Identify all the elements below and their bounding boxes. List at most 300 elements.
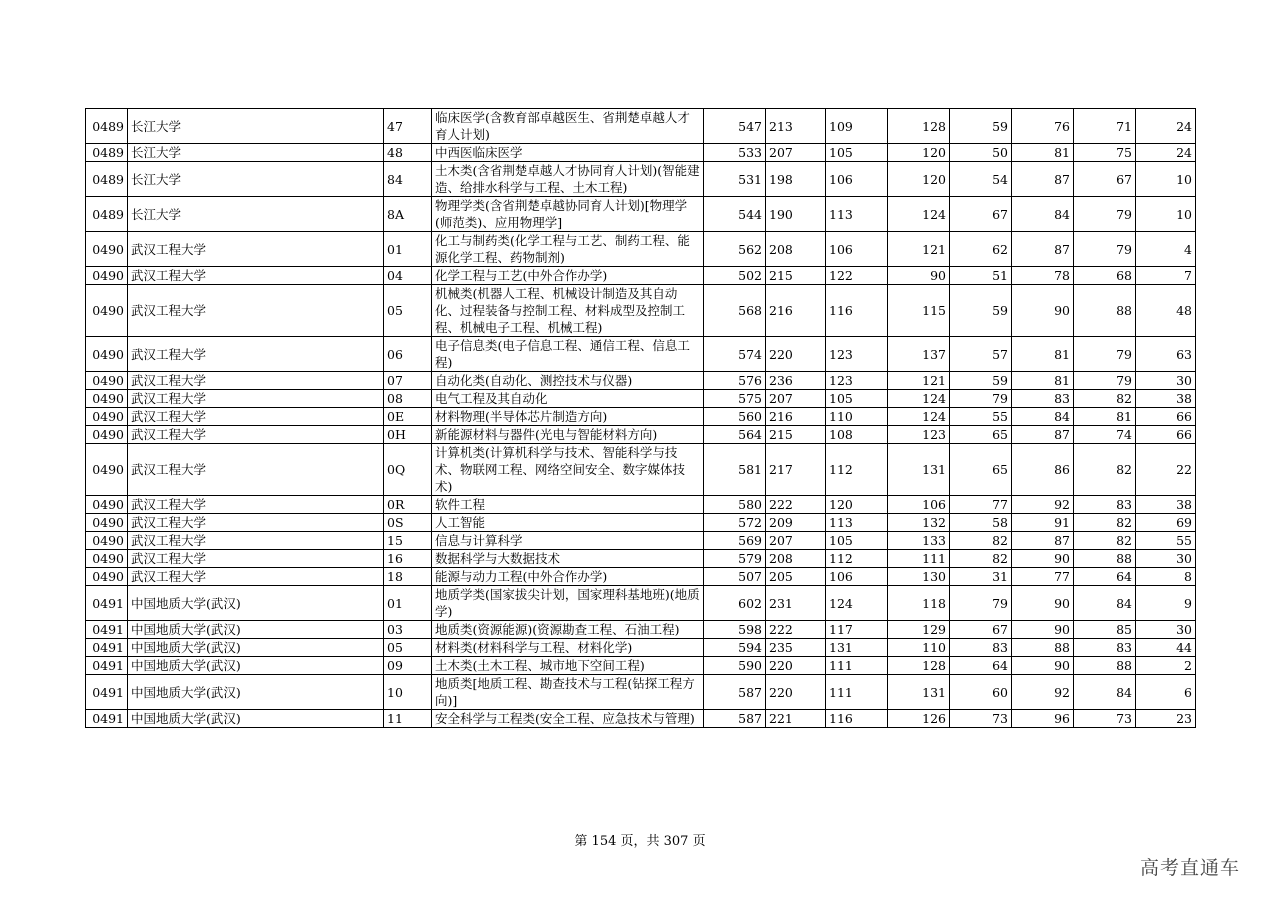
cell-score-c: 90: [888, 267, 950, 285]
cell-score-b: 112: [826, 550, 888, 568]
cell-score-f: 73: [1074, 710, 1136, 728]
cell-score-b: 131: [826, 639, 888, 657]
cell-score-b: 116: [826, 710, 888, 728]
cell-total-score: 547: [704, 109, 766, 144]
cell-score-f: 68: [1074, 267, 1136, 285]
cell-score-d: 67: [950, 197, 1012, 232]
cell-total-score: 579: [704, 550, 766, 568]
cell-score-g: 38: [1136, 390, 1196, 408]
cell-score-c: 137: [888, 337, 950, 372]
cell-group-code: 8A: [384, 197, 432, 232]
cell-score-c: 121: [888, 232, 950, 267]
cell-score-f: 85: [1074, 621, 1136, 639]
cell-school-name: 武汉工程大学: [128, 550, 384, 568]
cell-score-b: 113: [826, 514, 888, 532]
cell-major-name: 化工与制药类(化学工程与工艺、制药工程、能源化学工程、药物制剂): [432, 232, 704, 267]
cell-score-a: 231: [766, 586, 826, 621]
cell-group-code: 11: [384, 710, 432, 728]
cell-school-name: 武汉工程大学: [128, 408, 384, 426]
table-body: [86, 109, 1196, 728]
cell-score-a: 190: [766, 197, 826, 232]
cell-major-name: 软件工程: [432, 496, 704, 514]
cell-score-d: 67: [950, 621, 1012, 639]
cell-score-d: 51: [950, 267, 1012, 285]
cell-score-c: 130: [888, 568, 950, 586]
cell-total-score: 598: [704, 621, 766, 639]
cell-score-c: 110: [888, 639, 950, 657]
cell-group-code: 06: [384, 337, 432, 372]
cell-score-c: 123: [888, 426, 950, 444]
cell-score-b: 105: [826, 532, 888, 550]
cell-total-score: 562: [704, 232, 766, 267]
cell-score-f: 71: [1074, 109, 1136, 144]
table-row: [86, 657, 1196, 675]
cell-score-b: 108: [826, 426, 888, 444]
cell-score-c: 124: [888, 408, 950, 426]
cell-group-code: 07: [384, 372, 432, 390]
cell-score-a: 209: [766, 514, 826, 532]
cell-score-d: 64: [950, 657, 1012, 675]
cell-score-c: 124: [888, 197, 950, 232]
cell-school-name: 中国地质大学(武汉): [128, 621, 384, 639]
cell-score-e: 86: [1012, 444, 1074, 496]
cell-total-score: 564: [704, 426, 766, 444]
cell-total-score: 580: [704, 496, 766, 514]
cell-score-c: 120: [888, 144, 950, 162]
cell-total-score: 587: [704, 675, 766, 710]
cell-score-g: 55: [1136, 532, 1196, 550]
cell-school-name: 长江大学: [128, 109, 384, 144]
cell-school-code: 0490: [86, 372, 128, 390]
cell-score-e: 87: [1012, 232, 1074, 267]
cell-score-g: 30: [1136, 621, 1196, 639]
cell-group-code: 08: [384, 390, 432, 408]
cell-score-g: 24: [1136, 144, 1196, 162]
cell-score-b: 122: [826, 267, 888, 285]
cell-score-g: 63: [1136, 337, 1196, 372]
cell-major-name: 土木类(土木工程、城市地下空间工程): [432, 657, 704, 675]
cell-major-name: 化学工程与工艺(中外合作办学): [432, 267, 704, 285]
cell-school-code: 0490: [86, 408, 128, 426]
cell-total-score: 531: [704, 162, 766, 197]
cell-score-g: 69: [1136, 514, 1196, 532]
cell-score-e: 81: [1012, 337, 1074, 372]
cell-score-f: 84: [1074, 675, 1136, 710]
cell-score-g: 9: [1136, 586, 1196, 621]
cell-score-d: 62: [950, 232, 1012, 267]
cell-major-name: 地质类(资源能源)(资源勘查工程、石油工程): [432, 621, 704, 639]
cell-score-a: 222: [766, 621, 826, 639]
cell-score-e: 77: [1012, 568, 1074, 586]
cell-group-code: 05: [384, 639, 432, 657]
cell-score-e: 90: [1012, 550, 1074, 568]
cell-score-e: 87: [1012, 426, 1074, 444]
cell-total-score: 560: [704, 408, 766, 426]
table-row: [86, 408, 1196, 426]
cell-score-e: 87: [1012, 532, 1074, 550]
cell-total-score: 590: [704, 657, 766, 675]
cell-school-name: 武汉工程大学: [128, 372, 384, 390]
cell-score-f: 75: [1074, 144, 1136, 162]
cell-score-f: 79: [1074, 337, 1136, 372]
cell-score-f: 83: [1074, 639, 1136, 657]
cell-score-a: 213: [766, 109, 826, 144]
cell-school-code: 0491: [86, 639, 128, 657]
cell-total-score: 581: [704, 444, 766, 496]
cell-school-name: 武汉工程大学: [128, 532, 384, 550]
cell-score-c: 128: [888, 109, 950, 144]
cell-major-name: 信息与计算科学: [432, 532, 704, 550]
cell-major-name: 新能源材料与器件(光电与智能材料方向): [432, 426, 704, 444]
cell-school-name: 武汉工程大学: [128, 568, 384, 586]
cell-score-d: 60: [950, 675, 1012, 710]
cell-score-a: 208: [766, 232, 826, 267]
cell-school-name: 武汉工程大学: [128, 232, 384, 267]
table-row: [86, 568, 1196, 586]
cell-major-name: 人工智能: [432, 514, 704, 532]
cell-school-name: 中国地质大学(武汉): [128, 710, 384, 728]
cell-score-a: 221: [766, 710, 826, 728]
table-row: [86, 426, 1196, 444]
cell-score-c: 131: [888, 675, 950, 710]
cell-school-name: 中国地质大学(武汉): [128, 675, 384, 710]
watermark-text: 高考直通车: [1140, 857, 1241, 879]
cell-score-g: 7: [1136, 267, 1196, 285]
cell-group-code: 0Q: [384, 444, 432, 496]
cell-score-a: 220: [766, 337, 826, 372]
cell-score-g: 2: [1136, 657, 1196, 675]
cell-score-e: 87: [1012, 162, 1074, 197]
cell-school-name: 长江大学: [128, 144, 384, 162]
cell-score-a: 217: [766, 444, 826, 496]
cell-score-g: 6: [1136, 675, 1196, 710]
cell-total-score: 576: [704, 372, 766, 390]
cell-score-g: 24: [1136, 109, 1196, 144]
cell-score-e: 83: [1012, 390, 1074, 408]
cell-school-code: 0489: [86, 109, 128, 144]
table-row: [86, 444, 1196, 496]
table-row: [86, 232, 1196, 267]
cell-score-e: 92: [1012, 675, 1074, 710]
cell-score-c: 133: [888, 532, 950, 550]
cell-score-b: 105: [826, 144, 888, 162]
cell-school-code: 0490: [86, 568, 128, 586]
table-row: [86, 197, 1196, 232]
cell-group-code: 48: [384, 144, 432, 162]
cell-score-b: 117: [826, 621, 888, 639]
cell-score-d: 50: [950, 144, 1012, 162]
cell-major-name: 地质类[地质工程、勘查技术与工程(钻探工程方向)]: [432, 675, 704, 710]
cell-score-c: 128: [888, 657, 950, 675]
admission-score-table: [85, 108, 1196, 728]
cell-score-b: 111: [826, 657, 888, 675]
cell-score-e: 90: [1012, 657, 1074, 675]
cell-score-a: 235: [766, 639, 826, 657]
cell-score-f: 84: [1074, 586, 1136, 621]
cell-score-e: 84: [1012, 408, 1074, 426]
cell-score-g: 22: [1136, 444, 1196, 496]
cell-score-c: 126: [888, 710, 950, 728]
cell-score-d: 77: [950, 496, 1012, 514]
cell-score-d: 79: [950, 390, 1012, 408]
cell-score-c: 121: [888, 372, 950, 390]
cell-score-d: 58: [950, 514, 1012, 532]
cell-score-f: 88: [1074, 657, 1136, 675]
cell-score-f: 81: [1074, 408, 1136, 426]
cell-school-code: 0491: [86, 675, 128, 710]
cell-score-c: 132: [888, 514, 950, 532]
cell-score-a: 207: [766, 532, 826, 550]
cell-school-code: 0490: [86, 514, 128, 532]
cell-score-e: 76: [1012, 109, 1074, 144]
cell-score-b: 105: [826, 390, 888, 408]
cell-total-score: 568: [704, 285, 766, 337]
table-row: [86, 109, 1196, 144]
cell-group-code: 01: [384, 586, 432, 621]
cell-score-f: 88: [1074, 285, 1136, 337]
cell-school-code: 0489: [86, 197, 128, 232]
cell-score-a: 220: [766, 657, 826, 675]
cell-score-b: 124: [826, 586, 888, 621]
cell-group-code: 03: [384, 621, 432, 639]
cell-school-code: 0490: [86, 532, 128, 550]
cell-group-code: 16: [384, 550, 432, 568]
cell-total-score: 575: [704, 390, 766, 408]
cell-score-c: 124: [888, 390, 950, 408]
cell-score-b: 109: [826, 109, 888, 144]
cell-score-e: 90: [1012, 586, 1074, 621]
page-footer: 第 154 页，共 307 页: [574, 834, 706, 849]
cell-major-name: 物理学类(含省荆楚卓越协同育人计划)[物理学(师范类)、应用物理学]: [432, 197, 704, 232]
cell-score-f: 74: [1074, 426, 1136, 444]
cell-total-score: 574: [704, 337, 766, 372]
cell-major-name: 能源与动力工程(中外合作办学): [432, 568, 704, 586]
cell-score-d: 65: [950, 444, 1012, 496]
cell-score-b: 123: [826, 337, 888, 372]
cell-score-c: 129: [888, 621, 950, 639]
table-row: [86, 532, 1196, 550]
cell-school-name: 中国地质大学(武汉): [128, 639, 384, 657]
cell-total-score: 502: [704, 267, 766, 285]
cell-score-g: 10: [1136, 162, 1196, 197]
cell-score-e: 84: [1012, 197, 1074, 232]
cell-score-a: 207: [766, 144, 826, 162]
cell-score-b: 120: [826, 496, 888, 514]
cell-score-g: 38: [1136, 496, 1196, 514]
cell-score-a: 215: [766, 426, 826, 444]
cell-major-name: 电子信息类(电子信息工程、通信工程、信息工程): [432, 337, 704, 372]
cell-school-code: 0490: [86, 444, 128, 496]
cell-score-a: 236: [766, 372, 826, 390]
cell-major-name: 安全科学与工程类(安全工程、应急技术与管理): [432, 710, 704, 728]
cell-school-code: 0490: [86, 496, 128, 514]
cell-group-code: 0H: [384, 426, 432, 444]
cell-score-d: 59: [950, 372, 1012, 390]
cell-total-score: 544: [704, 197, 766, 232]
cell-score-f: 79: [1074, 372, 1136, 390]
cell-score-d: 59: [950, 109, 1012, 144]
cell-group-code: 09: [384, 657, 432, 675]
cell-group-code: 18: [384, 568, 432, 586]
cell-group-code: 0E: [384, 408, 432, 426]
cell-score-a: 208: [766, 550, 826, 568]
cell-score-b: 110: [826, 408, 888, 426]
cell-score-d: 83: [950, 639, 1012, 657]
cell-score-b: 123: [826, 372, 888, 390]
cell-group-code: 0S: [384, 514, 432, 532]
cell-school-name: 武汉工程大学: [128, 267, 384, 285]
cell-score-d: 55: [950, 408, 1012, 426]
cell-score-g: 48: [1136, 285, 1196, 337]
table-row: [86, 144, 1196, 162]
cell-school-code: 0491: [86, 621, 128, 639]
cell-score-f: 79: [1074, 232, 1136, 267]
cell-score-b: 113: [826, 197, 888, 232]
cell-score-d: 73: [950, 710, 1012, 728]
cell-school-name: 长江大学: [128, 162, 384, 197]
cell-score-d: 79: [950, 586, 1012, 621]
table-row: [86, 675, 1196, 710]
cell-score-f: 82: [1074, 514, 1136, 532]
cell-score-a: 222: [766, 496, 826, 514]
table-row: [86, 285, 1196, 337]
cell-total-score: 507: [704, 568, 766, 586]
cell-school-name: 武汉工程大学: [128, 426, 384, 444]
cell-score-c: 106: [888, 496, 950, 514]
cell-score-f: 82: [1074, 390, 1136, 408]
cell-total-score: 572: [704, 514, 766, 532]
cell-school-code: 0491: [86, 657, 128, 675]
cell-group-code: 10: [384, 675, 432, 710]
cell-score-b: 106: [826, 232, 888, 267]
cell-major-name: 计算机类(计算机科学与技术、智能科学与技术、物联网工程、网络空间安全、数字媒体技术): [432, 444, 704, 496]
cell-score-a: 207: [766, 390, 826, 408]
table-row: [86, 514, 1196, 532]
cell-score-a: 216: [766, 408, 826, 426]
cell-score-f: 79: [1074, 197, 1136, 232]
cell-school-code: 0490: [86, 285, 128, 337]
cell-group-code: 84: [384, 162, 432, 197]
cell-score-e: 96: [1012, 710, 1074, 728]
cell-total-score: 594: [704, 639, 766, 657]
cell-score-c: 131: [888, 444, 950, 496]
table-row: [86, 710, 1196, 728]
cell-score-d: 82: [950, 532, 1012, 550]
cell-school-code: 0490: [86, 426, 128, 444]
table-row: [86, 621, 1196, 639]
table-row: [86, 337, 1196, 372]
cell-school-name: 武汉工程大学: [128, 514, 384, 532]
cell-major-name: 土木类(含省荆楚卓越人才协同育人计划)(智能建造、给排水科学与工程、土木工程): [432, 162, 704, 197]
cell-score-a: 198: [766, 162, 826, 197]
cell-score-a: 220: [766, 675, 826, 710]
table-row: [86, 267, 1196, 285]
cell-school-code: 0490: [86, 390, 128, 408]
cell-score-a: 215: [766, 267, 826, 285]
cell-school-code: 0490: [86, 267, 128, 285]
cell-score-g: 30: [1136, 550, 1196, 568]
cell-school-name: 中国地质大学(武汉): [128, 657, 384, 675]
cell-group-code: 05: [384, 285, 432, 337]
cell-score-c: 115: [888, 285, 950, 337]
cell-score-g: 66: [1136, 408, 1196, 426]
cell-total-score: 533: [704, 144, 766, 162]
cell-major-name: 电气工程及其自动化: [432, 390, 704, 408]
cell-score-b: 116: [826, 285, 888, 337]
cell-school-code: 0491: [86, 586, 128, 621]
cell-total-score: 569: [704, 532, 766, 550]
cell-major-name: 材料物理(半导体芯片制造方向): [432, 408, 704, 426]
cell-score-b: 112: [826, 444, 888, 496]
cell-group-code: 47: [384, 109, 432, 144]
cell-score-b: 106: [826, 568, 888, 586]
cell-score-f: 82: [1074, 444, 1136, 496]
cell-major-name: 材料类(材料科学与工程、材料化学): [432, 639, 704, 657]
cell-score-e: 90: [1012, 621, 1074, 639]
cell-total-score: 602: [704, 586, 766, 621]
table-row: [86, 372, 1196, 390]
table-row: [86, 390, 1196, 408]
cell-score-b: 111: [826, 675, 888, 710]
cell-score-f: 83: [1074, 496, 1136, 514]
cell-school-name: 长江大学: [128, 197, 384, 232]
cell-score-d: 57: [950, 337, 1012, 372]
cell-major-name: 自动化类(自动化、测控技术与仪器): [432, 372, 704, 390]
cell-school-name: 武汉工程大学: [128, 496, 384, 514]
cell-score-d: 59: [950, 285, 1012, 337]
table-row: [86, 639, 1196, 657]
cell-score-c: 111: [888, 550, 950, 568]
cell-school-code: 0489: [86, 162, 128, 197]
cell-score-d: 82: [950, 550, 1012, 568]
cell-score-g: 44: [1136, 639, 1196, 657]
cell-school-name: 武汉工程大学: [128, 285, 384, 337]
cell-school-name: 武汉工程大学: [128, 390, 384, 408]
cell-major-name: 中西医临床医学: [432, 144, 704, 162]
cell-major-name: 地质学类(国家拔尖计划，国家理科基地班)(地质学): [432, 586, 704, 621]
cell-total-score: 587: [704, 710, 766, 728]
cell-major-name: 数据科学与大数据技术: [432, 550, 704, 568]
cell-school-name: 武汉工程大学: [128, 337, 384, 372]
cell-score-f: 67: [1074, 162, 1136, 197]
cell-score-e: 81: [1012, 372, 1074, 390]
cell-score-c: 118: [888, 586, 950, 621]
cell-group-code: 04: [384, 267, 432, 285]
cell-score-g: 30: [1136, 372, 1196, 390]
cell-score-d: 31: [950, 568, 1012, 586]
cell-major-name: 机械类(机器人工程、机械设计制造及其自动化、过程装备与控制工程、材料成型及控制工程、机械电子工程、机械工程): [432, 285, 704, 337]
cell-score-f: 88: [1074, 550, 1136, 568]
cell-score-e: 78: [1012, 267, 1074, 285]
cell-score-f: 64: [1074, 568, 1136, 586]
cell-score-a: 205: [766, 568, 826, 586]
cell-score-g: 8: [1136, 568, 1196, 586]
cell-score-g: 4: [1136, 232, 1196, 267]
cell-group-code: 15: [384, 532, 432, 550]
cell-school-code: 0490: [86, 337, 128, 372]
cell-school-code: 0490: [86, 550, 128, 568]
cell-score-g: 23: [1136, 710, 1196, 728]
cell-score-e: 81: [1012, 144, 1074, 162]
cell-score-e: 91: [1012, 514, 1074, 532]
cell-school-code: 0489: [86, 144, 128, 162]
table-row: [86, 550, 1196, 568]
cell-score-e: 88: [1012, 639, 1074, 657]
table-row: [86, 162, 1196, 197]
cell-school-name: 武汉工程大学: [128, 444, 384, 496]
cell-school-name: 中国地质大学(武汉): [128, 586, 384, 621]
cell-score-g: 10: [1136, 197, 1196, 232]
